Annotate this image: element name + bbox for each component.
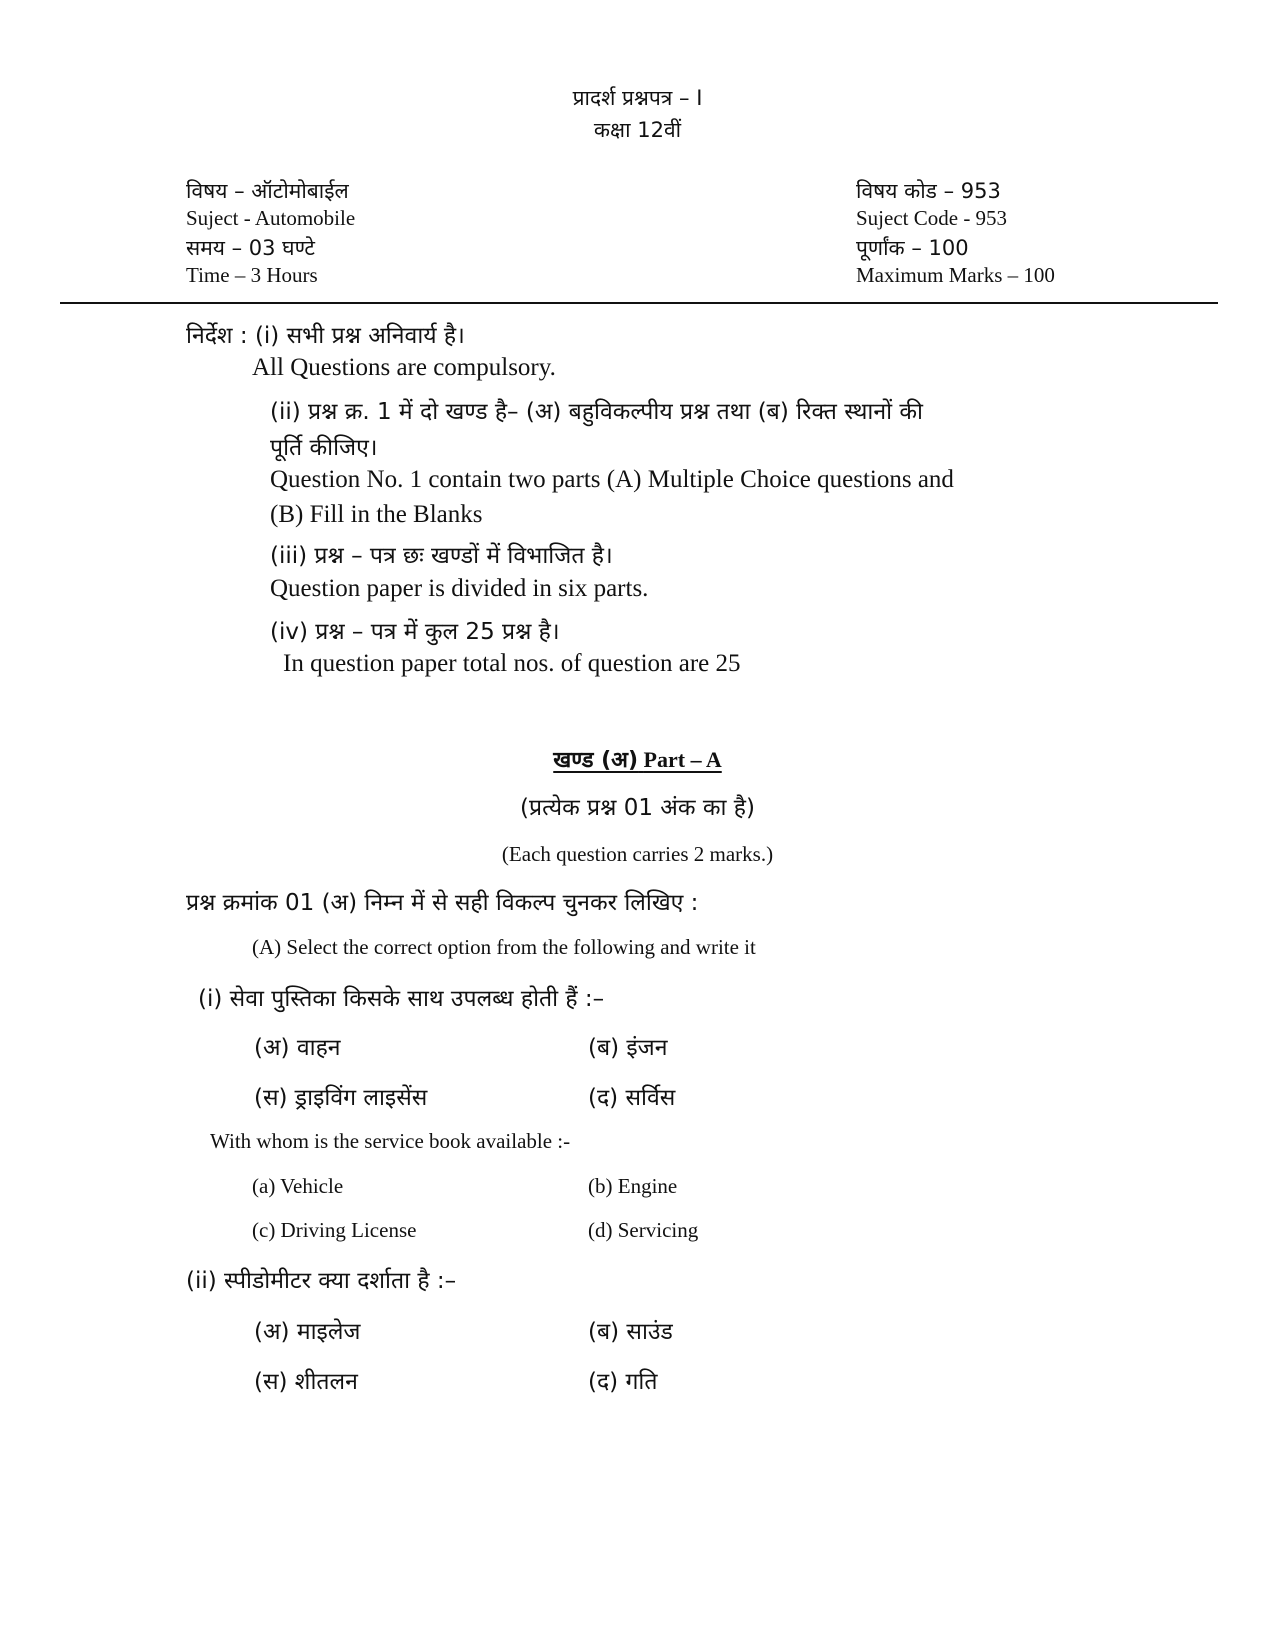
option-d-hindi: (द) गति — [588, 1369, 658, 1395]
option-b-english: (b) Engine — [588, 1174, 678, 1198]
option-b-hindi: (ब) इंजन — [588, 1035, 668, 1061]
option-c-english: (c) Driving License — [252, 1218, 417, 1242]
part-a-title — [0, 744, 1275, 774]
subject-code-hindi: विषय कोड – 953 — [856, 179, 1001, 203]
option-d-english: (d) Servicing — [588, 1218, 699, 1242]
option-a-hindi: (अ) माइलेज — [254, 1319, 361, 1345]
max-marks-hindi: पूर्णांक – 100 — [856, 236, 969, 260]
class-title: कक्षा 12वीं — [593, 118, 682, 142]
instruction-iv-hindi: (iv) प्रश्न – पत्र में कुल 25 प्रश्न है। — [270, 619, 560, 645]
part-a-title-hindi: खण्ड (अ) — [553, 748, 639, 773]
question-i-english: With whom is the service book available :- — [210, 1129, 571, 1153]
option-c-hindi: (स) ड्राइविंग लाइसेंस — [254, 1085, 428, 1111]
instruction-iv-english: In question paper total nos. of question are 25 — [283, 650, 741, 677]
subject-code-english: Suject Code - 953 — [856, 206, 1008, 230]
instruction-ii-hindi-line2: पूर्ति कीजिए। — [270, 435, 378, 461]
instruction-ii-english-line1: Question No. 1 contain two parts (A) Multiple Choice questions and — [270, 466, 954, 493]
part-a-marks-english: (Each question carries 2 marks.) — [501, 842, 774, 866]
instruction-iii-hindi: (iii) प्रश्न – पत्र छः खण्डों में विभाजित है। — [270, 543, 613, 569]
question-1-english: (A) Select the correct option from the following and write it — [252, 935, 756, 959]
question-ii-hindi: (ii) स्पीडोमीटर क्या दर्शाता है :– — [186, 1268, 457, 1294]
paper-title: प्रादर्श प्रश्नपत्र – I — [572, 86, 703, 110]
part-a-title-english: Part – A — [643, 747, 722, 772]
option-c-hindi: (स) शीतलन — [254, 1369, 358, 1395]
instruction-iii-english: Question paper is divided in six parts. — [270, 575, 649, 602]
question-i-hindi: (i) सेवा पुस्तिका किसके साथ उपलब्ध होती हैं :– — [198, 986, 605, 1012]
question-1-hindi: प्रश्न क्रमांक 01 (अ) निम्न में से सही विकल्प चुनकर लिखिए : — [186, 890, 699, 916]
header-divider — [60, 302, 1218, 304]
instruction-i-english: All Questions are compulsory. — [252, 354, 556, 381]
instruction-ii-hindi-line1: (ii) प्रश्न क्र. 1 में दो खण्ड है– (अ) बहुविकल्पीय प्रश्न तथा (ब) रिक्त स्थानों की — [270, 399, 924, 425]
option-b-hindi: (ब) साउंड — [588, 1319, 673, 1345]
instruction-ii-english-line2: (B) Fill in the Blanks — [270, 501, 483, 528]
time-hindi: समय – 03 घण्टे — [186, 236, 315, 260]
max-marks-english: Maximum Marks – 100 — [856, 263, 1055, 287]
instruction-i-hindi: निर्देश : (i) सभी प्रश्न अनिवार्य है। — [186, 323, 465, 349]
option-a-hindi: (अ) वाहन — [254, 1035, 341, 1061]
option-d-hindi: (द) सर्विस — [588, 1085, 676, 1111]
time-english: Time – 3 Hours — [186, 263, 318, 287]
subject-english: Suject - Automobile — [186, 206, 356, 230]
option-a-english: (a) Vehicle — [252, 1174, 344, 1198]
subject-hindi: विषय – ऑटोमोबाईल — [186, 179, 349, 203]
part-a-marks-hindi: (प्रत्येक प्रश्न 01 अंक का है) — [520, 795, 755, 821]
